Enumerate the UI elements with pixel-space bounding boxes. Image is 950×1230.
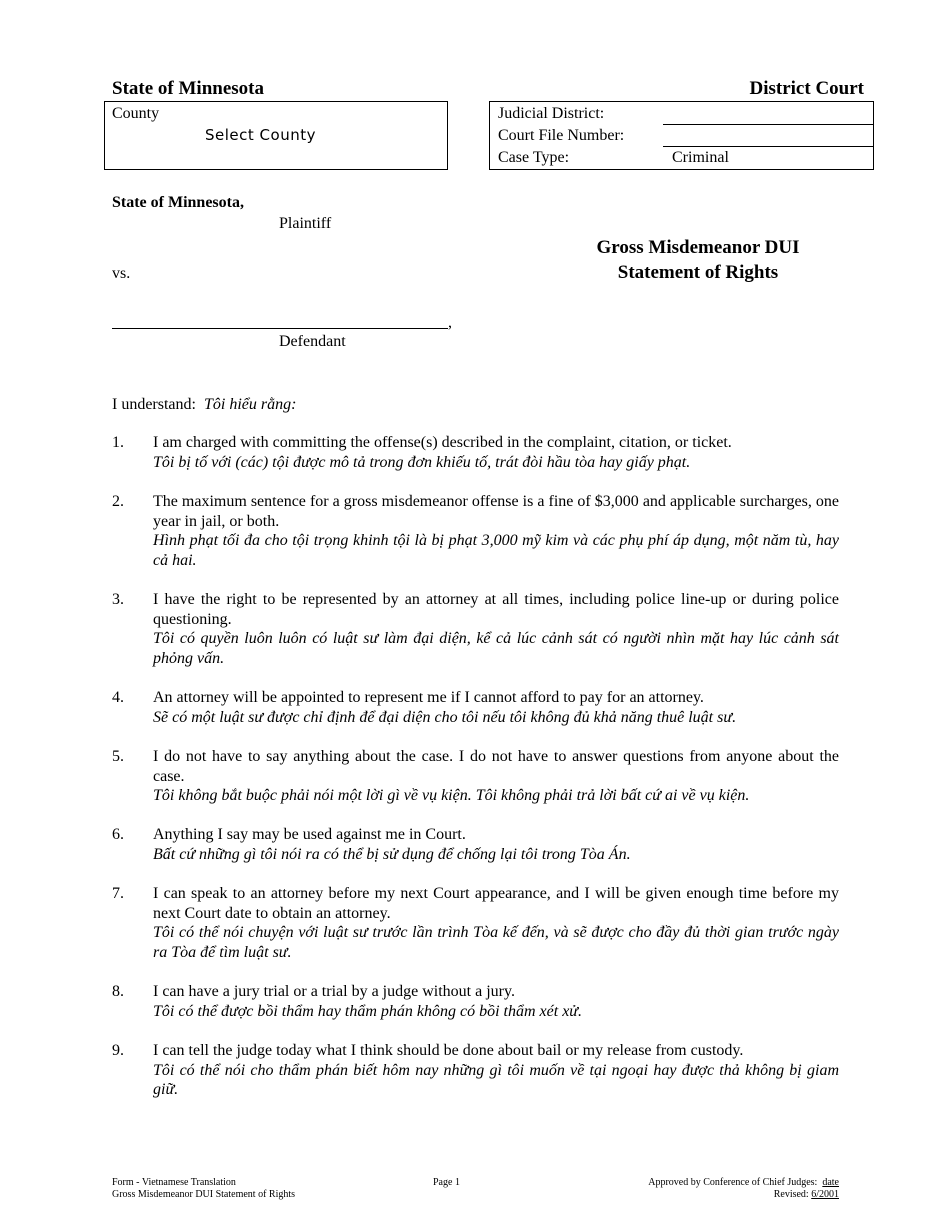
document-title — [548, 235, 848, 285]
list-item — [112, 1041, 839, 1100]
item-vietnamese: Bất cứ những gì tôi nói ra có thể bị sử dụng để chống lại tôi trong Tòa Án. — [153, 845, 631, 863]
list-item — [112, 590, 839, 668]
footer-form-line-2: Gross Misdemeanor DUI Statement of Rights — [112, 1189, 296, 1200]
item-number: 5. — [112, 748, 124, 765]
item-number: 1. — [112, 434, 124, 451]
county-box — [104, 101, 448, 170]
intro-vietnamese: Tôi hiểu rằng: — [203, 396, 297, 413]
item-vietnamese: Tôi có quyền luôn luôn có luật sư làm đại diện, kể cả lúc cảnh sát có người nhìn mặt hay lúc cảnh sát phỏng vấn. — [153, 630, 839, 667]
case-type-label: Case Type: — [498, 149, 570, 166]
item-english: I can tell the judge today what I think should be done about bail or my release from custody. — [153, 1042, 744, 1059]
court-heading: District Court — [749, 78, 864, 99]
list-item — [112, 825, 839, 864]
item-english: I can have a jury trial or a trial by a judge without a jury. — [153, 983, 515, 1000]
item-vietnamese: Tôi không bắt buộc phải nói một lời gì về vụ kiện. Tôi không phải trả lời bất cứ ai về vụ kiện. — [153, 787, 750, 805]
item-english: I am charged with committing the offense(s) described in the complaint, citation, or ticket. — [153, 434, 732, 451]
list-item — [112, 884, 839, 962]
item-number: 4. — [112, 689, 124, 706]
item-vietnamese: Tôi có thể nói chuyện với luật sư trước lần trình Tòa kế đến, và sẽ được cho đầy đủ thời gian trước ngày ra Tòa để tìm luật sư. — [153, 924, 839, 961]
defendant-name-line[interactable] — [112, 328, 448, 329]
case-type-value: Criminal — [672, 149, 729, 166]
defendant-comma: , — [448, 314, 452, 331]
item-number: 7. — [112, 885, 124, 902]
list-item — [112, 688, 839, 727]
item-number: 8. — [112, 983, 124, 1000]
case-info-box — [489, 101, 874, 170]
item-english: I do not have to say anything about the case. I do not have to answer questions from anyone about the case. — [153, 748, 839, 785]
item-vietnamese: Hình phạt tối đa cho tội trọng khinh tội là bị phạt 3,000 mỹ kim và các phụ phí áp dụng, một năm tù, hay cả hai. — [153, 532, 839, 569]
list-item — [112, 433, 839, 472]
state-heading: State of Minnesota — [112, 78, 264, 99]
intro-english: I understand: — [112, 396, 196, 413]
list-item — [112, 747, 839, 806]
list-item — [112, 492, 839, 570]
title-line-1: Gross Misdemeanor DUI — [596, 237, 800, 258]
county-select[interactable]: Select County — [205, 126, 316, 144]
item-english: Anything I say may be used against me in Court. — [153, 826, 466, 843]
item-number: 3. — [112, 591, 124, 608]
item-number: 6. — [112, 826, 124, 843]
title-line-2: Statement of Rights — [617, 262, 779, 283]
item-number: 9. — [112, 1042, 124, 1059]
item-number: 2. — [112, 493, 124, 510]
footer-page-number: Page 1 — [433, 1177, 460, 1188]
judicial-district-field[interactable] — [663, 103, 873, 125]
item-vietnamese: Tôi có thể được bồi thẩm hay thẩm phán không có bồi thẩm xét xử. — [153, 1002, 583, 1020]
versus-text: vs. — [112, 265, 131, 282]
footer-approval — [648, 1177, 839, 1201]
item-vietnamese: Tôi bị tố với (các) tội được mô tả trong đơn khiếu tố, trát đòi hầu tòa hay giấy phạt. — [153, 453, 691, 471]
court-file-number-field[interactable] — [663, 125, 873, 147]
plaintiff-label: Plaintiff — [279, 215, 332, 232]
list-item — [112, 982, 839, 1021]
item-english: An attorney will be appointed to represent me if I cannot afford to pay for an attorney. — [153, 689, 704, 706]
county-label: County — [112, 105, 160, 122]
footer-form-info — [112, 1177, 295, 1201]
item-vietnamese: Sẽ có một luật sư được chỉ định để đại diện cho tôi nếu tôi không đủ khả năng thuê luật sư. — [153, 708, 737, 726]
footer-revised-label: Revised: — [773, 1189, 809, 1200]
item-english: I can speak to an attorney before my next Court appearance, and I will be given enough time before my next Court date to obtain an attorney. — [153, 885, 839, 922]
item-english: I have the right to be represented by an attorney at all times, including police line-up or during police questioning. — [153, 591, 839, 628]
item-vietnamese: Tôi có thể nói cho thẩm phán biết hôm nay những gì tôi muốn về tại ngoại hay được thả không bị giam giữ. — [153, 1061, 839, 1099]
footer-revised-date: 6/2001 — [811, 1189, 839, 1200]
footer-approved-date: date — [822, 1177, 839, 1188]
intro-line — [112, 395, 296, 415]
footer-form-line-1: Form - Vietnamese Translation — [112, 1177, 236, 1188]
plaintiff-name: State of Minnesota, — [112, 194, 244, 211]
item-english: The maximum sentence for a gross misdemeanor offense is a fine of $3,000 and applicable surcharges, one year in jail, or both. — [153, 493, 839, 530]
court-file-number-label: Court File Number: — [498, 127, 625, 144]
judicial-district-label: Judicial District: — [498, 105, 605, 122]
defendant-label: Defendant — [279, 333, 346, 350]
footer-approved-label: Approved by Conference of Chief Judges: — [648, 1177, 818, 1188]
